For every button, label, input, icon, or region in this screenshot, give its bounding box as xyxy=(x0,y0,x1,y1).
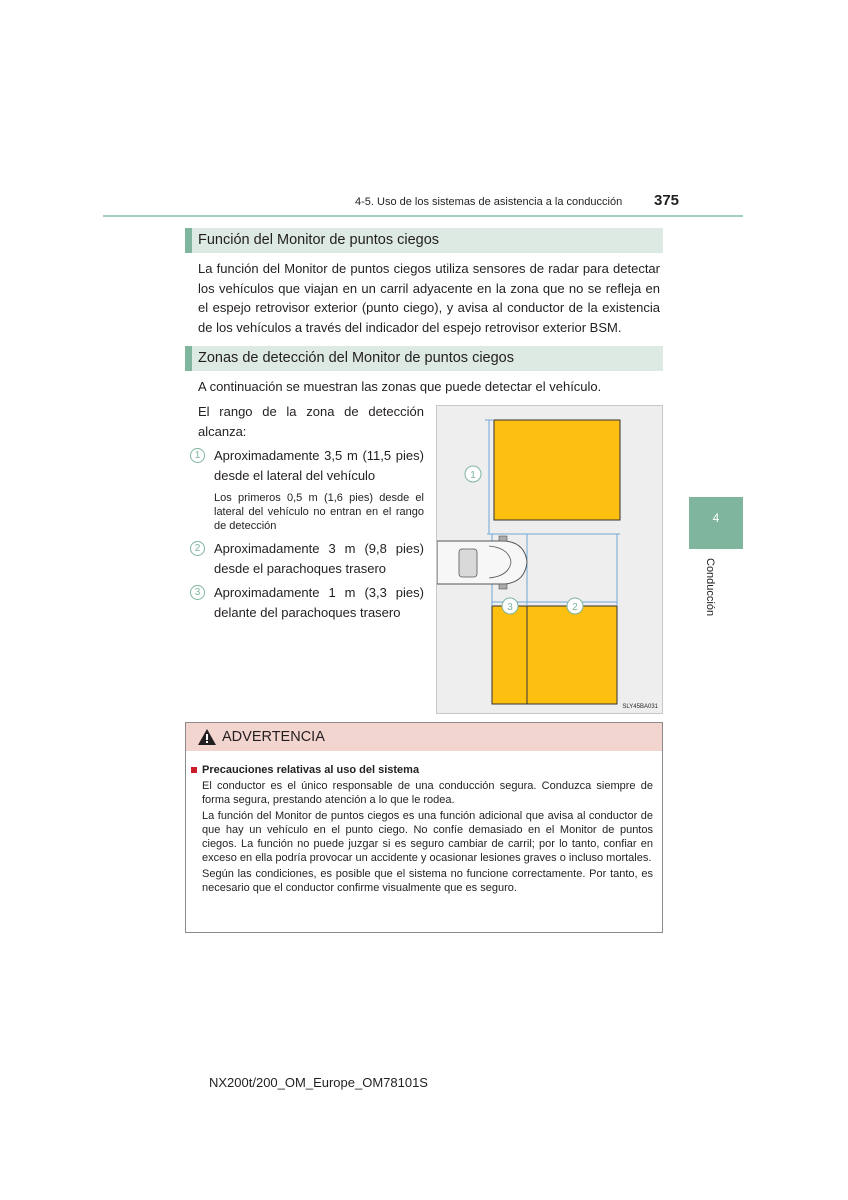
list-item xyxy=(190,583,424,623)
svg-text:1: 1 xyxy=(470,470,476,481)
number-1-badge: 1 xyxy=(190,448,205,463)
warning-paragraph-1: El conductor es el único responsable de una conducción segura. Conduzca siempre de forma segura, prestando atención a lo que le rodea. xyxy=(202,780,653,806)
page-number: 375 xyxy=(654,192,680,209)
warning-paragraph-2: La función del Monitor de puntos ciegos es una función adicional que avisa al conductor de que hay un vehículo en el punto ciego. No confíe demasiado en el Monitor de puntos ciegos. La función no puede juzgar si es seguro cambiar de carril; por lo tanto, confiar en exceso en ella podría provocar un accidente y ocasionar lesiones graves o incluso mortales. xyxy=(202,810,653,864)
warning-header xyxy=(186,723,662,751)
detection-zone-illustration xyxy=(437,406,664,715)
zone-3-badge xyxy=(502,598,518,614)
chapter-number: 4 xyxy=(712,511,720,525)
chapter-tab[interactable] xyxy=(689,497,743,549)
warning-triangle-icon xyxy=(197,728,217,746)
item-3-text: Aproximadamente 1 m (3,3 pies) delante del parachoques trasero xyxy=(214,585,424,620)
chapter-label: Conducción xyxy=(704,558,716,617)
number-3-badge: 3 xyxy=(190,585,205,600)
zone-2-badge xyxy=(567,598,583,614)
list-item xyxy=(190,446,424,486)
range-intro: El rango de la zona de detección alcanza: xyxy=(198,404,424,439)
zone-rear xyxy=(492,606,617,704)
section2-heading: Zonas de detección del Monitor de puntos ciegos xyxy=(185,346,663,371)
footer-code: NX200t/200_OM_Europe_OM78101S xyxy=(209,1075,428,1090)
warning-subtitle: Precauciones relativas al uso del sistema xyxy=(202,763,653,777)
section1-text: La función del Monitor de puntos ciegos utiliza sensores de radar para detectar los vehículos que viajan en un carril adyacente en la zona que no se refleja en el espejo retrovisor exterior (punto ciego), y avisa al conductor de la existencia de los vehículos a través del indicador del espejo retrovisor exterior BSM. xyxy=(198,261,660,335)
zone-side xyxy=(494,420,620,520)
detection-zone-diagram xyxy=(436,405,663,714)
header-rule xyxy=(103,215,743,217)
svg-text:2: 2 xyxy=(572,602,578,613)
header-section-title: 4-5. Uso de los sistemas de asistencia a la conducción xyxy=(355,196,623,208)
number-2-badge: 2 xyxy=(190,541,205,556)
item-2-text: Aproximadamente 3 m (9,8 pies) desde el parachoques trasero xyxy=(214,541,424,576)
list-item xyxy=(190,539,424,579)
item-1-note: Los primeros 0,5 m (1,6 pies) desde el lateral del vehículo no entran en el rango de detección xyxy=(214,492,424,532)
svg-text:3: 3 xyxy=(507,602,513,613)
car-top-view xyxy=(437,536,527,589)
section1-heading: Función del Monitor de puntos ciegos xyxy=(185,228,663,253)
warning-body xyxy=(186,751,662,895)
diagram-code: SLY45BA031 xyxy=(622,704,658,710)
section2-intro: A continuación se muestran las zonas que puede detectar el vehículo. xyxy=(198,379,602,394)
warning-title: ADVERTENCIA xyxy=(222,729,325,745)
item-1-text: Aproximadamente 3,5 m (11,5 pies) desde el lateral del vehículo xyxy=(214,448,424,483)
warning-paragraph-3: Según las condiciones, es posible que el sistema no funcione correctamente. Por tanto, es necesario que el conductor confirme visualmente que es seguro. xyxy=(202,868,653,894)
warning-box xyxy=(185,722,663,933)
zone-1-badge xyxy=(465,466,481,482)
